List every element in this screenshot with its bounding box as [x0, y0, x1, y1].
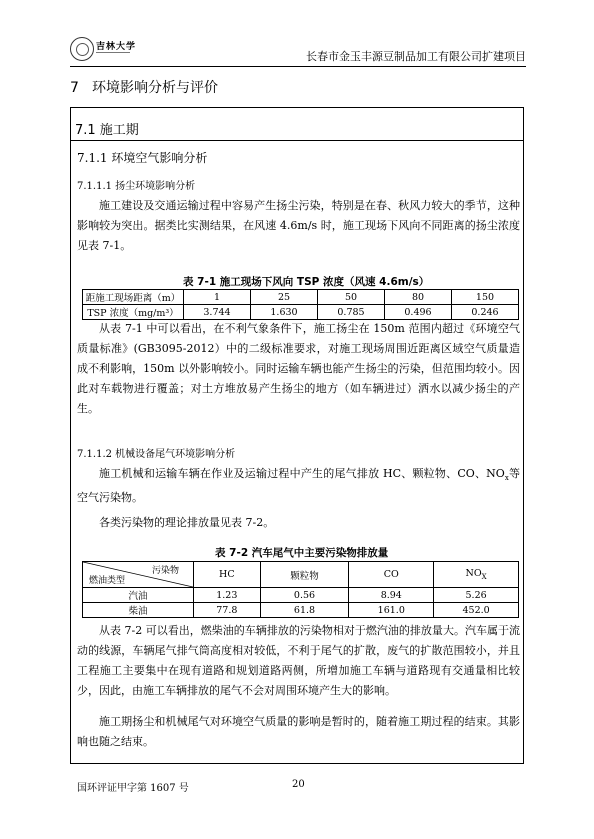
column-header: 颗粒物	[260, 562, 349, 588]
university-logo	[70, 36, 137, 66]
header-rule	[70, 66, 526, 67]
table-row	[83, 603, 519, 618]
diag-bottom-label: 燃油类型	[89, 576, 126, 586]
table-cell: 0.246	[452, 305, 519, 320]
paragraph-conclusion: 施工期扬尘和机械尾气对环境空气质量的影响是暂时的，随着施工期过程的结束。其影响也随之结束。	[77, 715, 520, 748]
table-cell: 3.744	[184, 305, 251, 320]
section-rule	[70, 140, 524, 141]
footer-certificate: 国环评证甲字第 1607 号	[77, 783, 189, 794]
diag-top-label: 污染物	[151, 566, 179, 576]
table-2-caption: 表 7-2 汽车尾气中主要污染物排放量	[215, 547, 389, 559]
paragraph-dust-analysis: 从表 7-1 中可以看出，在不利气象条件下，施工扬尘在 150m 范围内超过《环境空气质量标准》(GB3095-2012）中的二级标准要求，对施工现场周围近距离区域空气质量造成不利影响，150m 以外影响较小。同时运输车辆也能产生扬尘的污染，但范围均较小。因此对车载物进行覆盖；对土方堆放易产生扬尘的地方（如车辆进过）洒水以减少扬尘的产生。	[77, 322, 520, 415]
table-2-exhaust	[82, 561, 519, 618]
table-cell: 1.630	[251, 305, 318, 320]
chapter-title: 环境影响分析与评价	[92, 80, 218, 96]
university-seal-icon	[70, 37, 94, 61]
row-header: 柴油	[83, 603, 194, 618]
chapter-number: 7	[70, 80, 79, 96]
table-cell: 77.8	[194, 603, 261, 618]
table-row	[83, 290, 519, 305]
column-header: HC	[194, 562, 261, 588]
table-row	[83, 588, 519, 603]
table-cell: 25	[251, 290, 318, 305]
section-heading: 7.1 施工期	[75, 123, 139, 138]
chapter-heading	[70, 77, 218, 97]
table-cell: 0.785	[318, 305, 385, 320]
paragraph-exhaust-intro: 施工机械和运输车辆在作业及运输过程中产生的尾气排放 HC、颗粒物、CO、$NO_x$等空气污染物。	[77, 467, 520, 505]
table-1-tsp	[82, 289, 519, 320]
row-header: 汽油	[83, 588, 194, 603]
diagonal-header-cell	[83, 562, 194, 588]
column-header: CO	[349, 562, 434, 588]
table-cell: 1.23	[194, 588, 261, 603]
column-header-nox: $NO_X$	[434, 562, 519, 588]
row-header-distance: 距施工现场距离（m）	[83, 290, 184, 305]
page-header	[70, 36, 526, 66]
paragraph-dust-intro: 施工建设及交通运输过程中容易产生扬尘污染，特别是在春、秋风力较大的季节，这种影响较为突出。据类比实测结果，在风速 4.6m/s 时，施工现场下风向不同距离的扬尘浓度见表 7-1。	[77, 199, 520, 252]
page-number: 20	[292, 779, 305, 790]
paragraph-table2-ref: 各类污染物的理论排放量见表 7-2。	[99, 516, 275, 529]
sub-subsection-heading-1: 7.1.1.1 扬尘环境影响分析	[77, 181, 196, 192]
table-1-caption: 表 7-1 施工现场下风向 TSP 浓度（风速 4.6m/s）	[183, 276, 430, 288]
sub-subsection-heading-2: 7.1.1.2 机械设备尾气环境影响分析	[77, 449, 236, 460]
table-header-row	[83, 562, 519, 588]
table-row	[83, 305, 519, 320]
table-cell: 80	[385, 290, 452, 305]
row-header-tsp: TSP 浓度（mg/m³）	[83, 305, 184, 320]
logo-text: 吉林大学	[96, 42, 137, 52]
table-cell: 0.56	[260, 588, 349, 603]
table-cell: 452.0	[434, 603, 519, 618]
table-cell: 161.0	[349, 603, 434, 618]
table-cell: 8.94	[349, 588, 434, 603]
header-title: 长春市金玉丰源豆制品加工有限公司扩建项目	[306, 50, 526, 63]
table-cell: 50	[318, 290, 385, 305]
table-cell: 1	[184, 290, 251, 305]
table-cell: 0.496	[385, 305, 452, 320]
table-cell: 150	[452, 290, 519, 305]
table-cell: 61.8	[260, 603, 349, 618]
subsection-heading: 7.1.1 环境空气影响分析	[77, 151, 208, 165]
table-cell: 5.26	[434, 588, 519, 603]
paragraph-exhaust-analysis: 从表 7-2 可以看出，燃柴油的车辆排放的污染物相对于燃汽油的排放量大。汽车属于流动的线源，车辆尾气排气筒高度相对较低，不利于尾气的扩散，废气的扩散范围较小，并且工程施工主要集中在现有道路和规划道路两侧，所增加施工车辆与道路现有交通量相比较少，因此，由施工车辆排放的尾气不会对周围环境产生大的影响。	[77, 624, 520, 697]
